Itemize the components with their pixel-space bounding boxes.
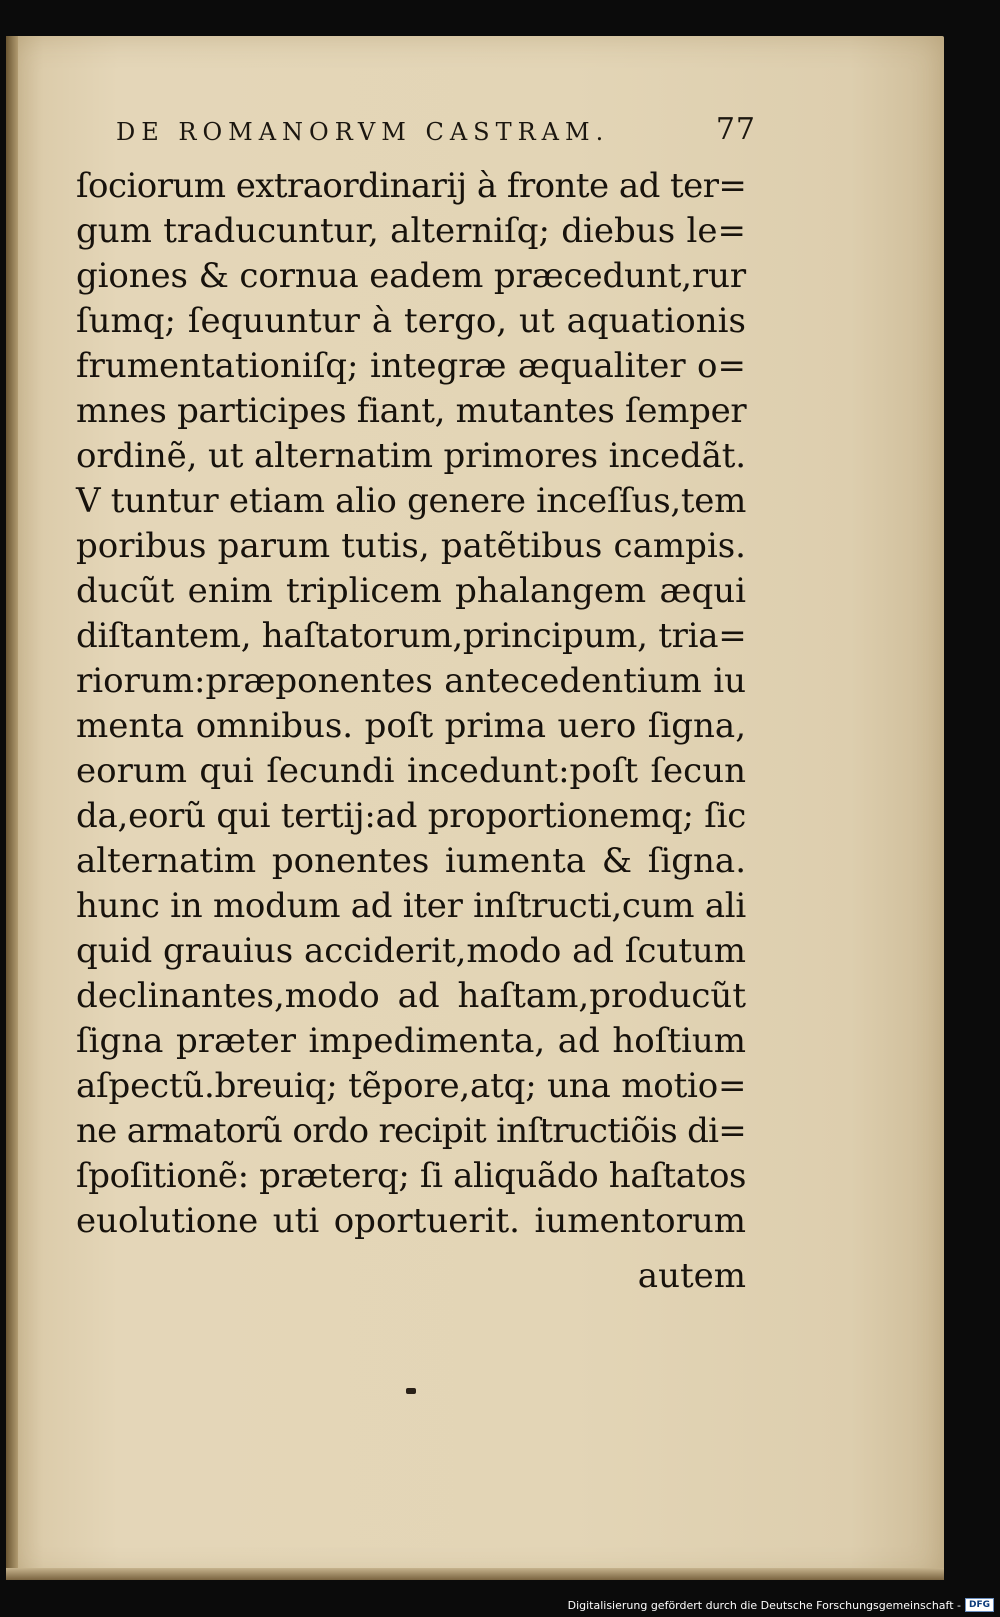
text-line: ne armatorũ ordo recipit inſtructiõis di=	[76, 1111, 746, 1151]
page-edge-bottom	[6, 1568, 944, 1580]
text-line: mnes participes fiant, mutantes ſemper	[76, 391, 747, 431]
text-line: quid grauius acciderit,modo ad ſcutum	[76, 931, 746, 971]
text-line: menta omnibus. poſt prima uero ſigna,	[76, 706, 746, 746]
text-line: V tuntur etiam alio genere inceſſus,tem	[76, 481, 747, 521]
text-line: declinantes,modo ad haſtam,producũt	[76, 976, 746, 1016]
text-line: da,eorũ qui tertij:ad proportionemq; ſic	[76, 796, 746, 836]
running-head-title: DE ROMANORVM CASTRAM.	[116, 118, 610, 146]
footer-text: Digitalisierung gefördert durch die Deutsche Forschungsgemeinschaft -	[567, 1598, 961, 1612]
text-line: ſigna præter impedimenta, ad hoſtium	[76, 1021, 746, 1061]
text-line: ducũt enim triplicem phalangem æqui	[76, 571, 746, 611]
dfg-logo: DFG	[965, 1598, 994, 1612]
page-edge-left	[6, 36, 18, 1579]
text-line: ſociorum extraordinarij à fronte ad ter=	[76, 166, 747, 206]
text-line: ordinẽ, ut alternatim primores incedãt.	[76, 436, 746, 476]
text-line: giones & cornua eadem præcedunt,rur	[76, 256, 746, 296]
digitization-footer	[568, 1593, 994, 1617]
text-line: hunc in modum ad iter inſtructi,cum ali	[76, 886, 746, 926]
text-line: poribus parum tutis, patẽtibus campis.	[76, 526, 746, 566]
text-line: eorum qui ſecundi incedunt:poſt ſecun	[76, 751, 746, 791]
running-head	[116, 112, 756, 152]
text-line: ſumq; ſequuntur à tergo, ut aquationis	[76, 301, 746, 341]
text-line: ſpoſitionẽ: præterq; ſi aliquãdo haſtatos	[76, 1156, 747, 1196]
catchword: autem	[637, 1256, 746, 1296]
text-line: aſpectũ.breuiq; tẽpore,atq; una motio=	[76, 1066, 747, 1106]
text-line: riorum:præponentes antecedentium iu	[76, 661, 746, 701]
text-line: alternatim ponentes iumenta & ſigna.	[76, 841, 746, 881]
body-text	[76, 164, 746, 1244]
page-number: 77	[715, 112, 756, 147]
text-line: frumentationiſq; integræ æqualiter o=	[76, 346, 746, 386]
text-line: gum traducuntur, alterniſq; diebus le=	[76, 211, 746, 251]
text-line: diſtantem, haſtatorum,principum, tria=	[76, 616, 747, 656]
ink-speck	[406, 1388, 416, 1394]
text-line: euolutione uti oportuerit. iumentorum	[76, 1201, 746, 1241]
